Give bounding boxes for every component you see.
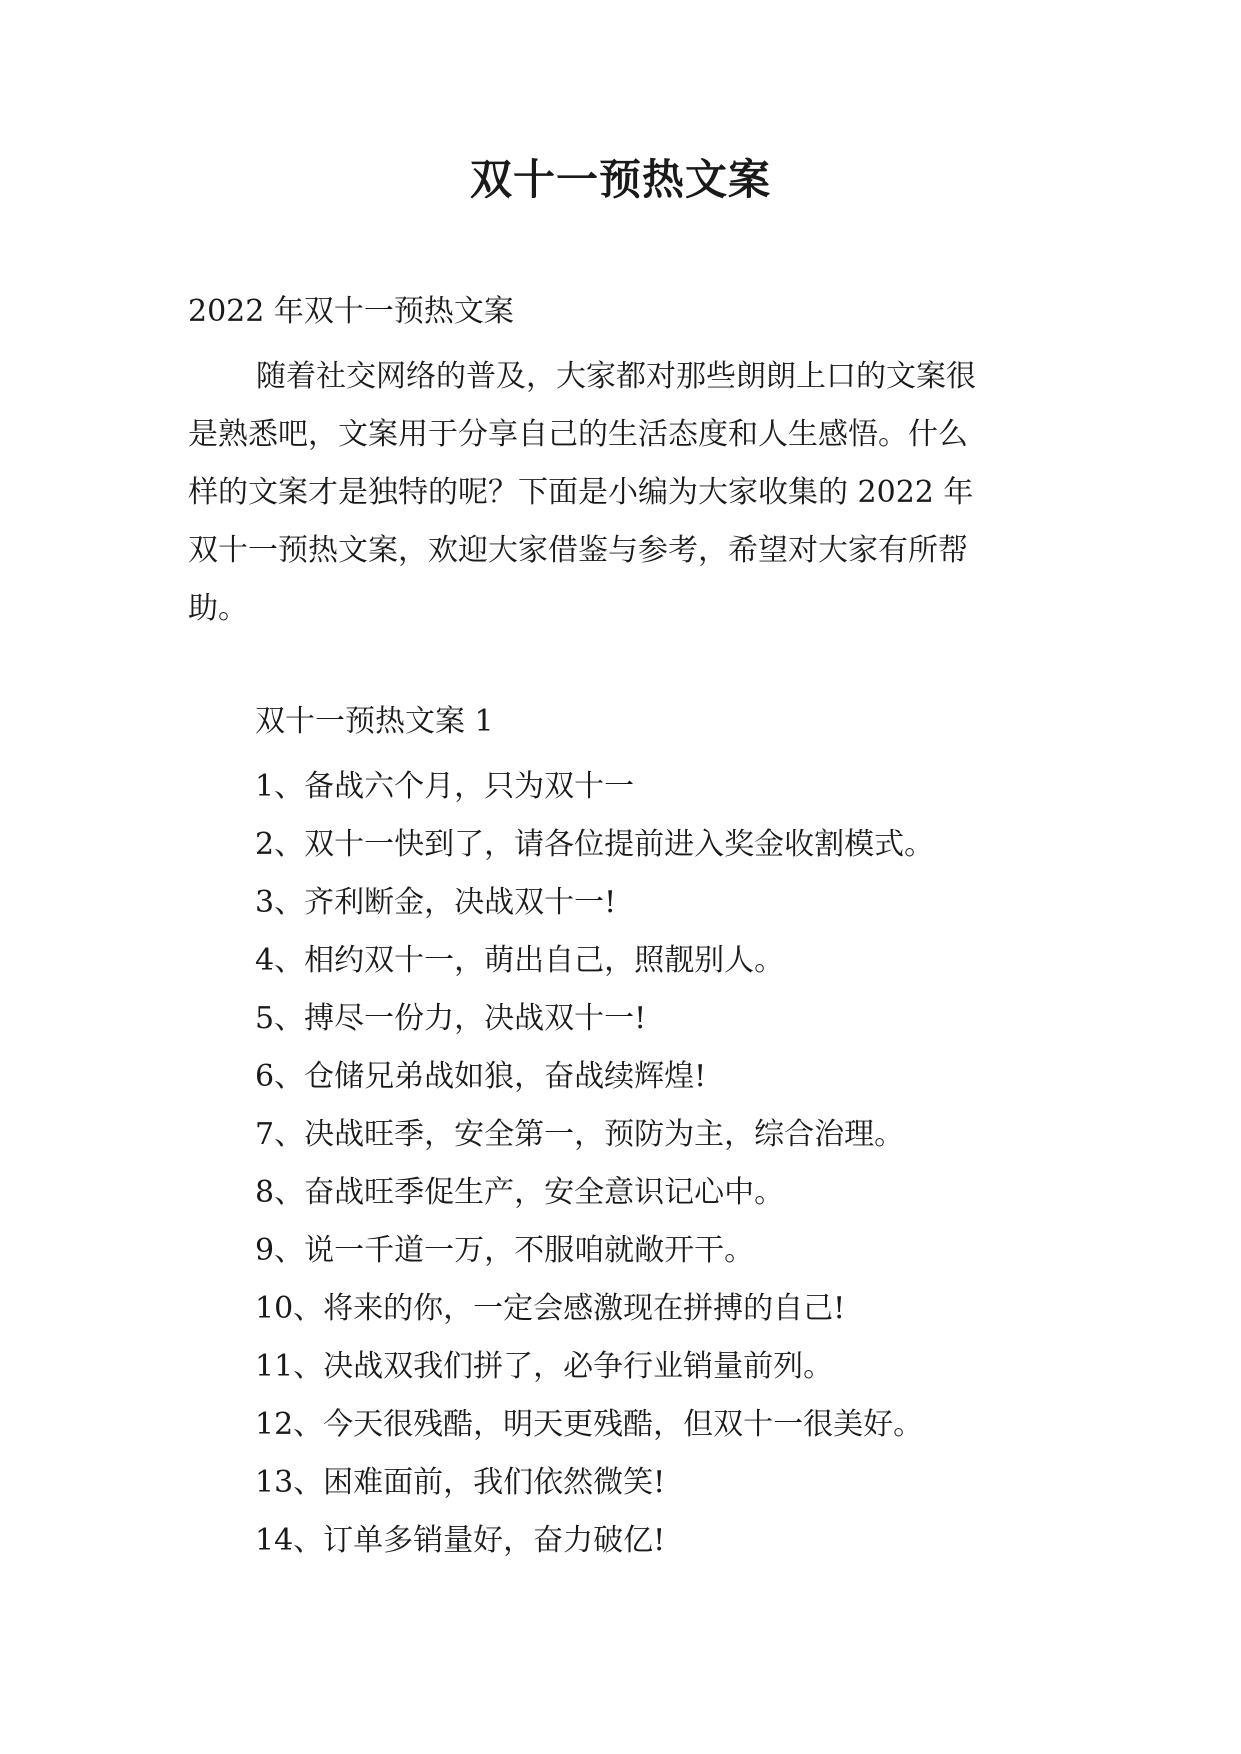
list-item: 3、齐利断金，决战双十一! <box>255 885 617 920</box>
list-item: 7、决战旺季，安全第一，预防为主，综合治理。 <box>255 1117 905 1152</box>
list-item: 8、奋战旺季促生产，安全意识记心中。 <box>255 1175 785 1210</box>
intro-line: 双十一预热文案，欢迎大家借鉴与参考，希望对大家有所帮 <box>188 533 968 568</box>
document-subtitle: 2022 年双十一预热文案 <box>188 294 514 329</box>
slogan-list <box>255 758 934 1570</box>
intro-line: 样的文案才是独特的呢？下面是小编为大家收集的 2022 年 <box>188 475 974 510</box>
list-item: 5、搏尽一份力，决战双十一! <box>255 1001 647 1036</box>
intro-paragraph <box>188 348 1058 638</box>
list-item: 9、说一千道一万，不服咱就敞开干。 <box>255 1233 755 1268</box>
intro-line: 是熟悉吧，文案用于分享自己的生活态度和人生感悟。什么 <box>188 417 968 452</box>
intro-line: 随着社交网络的普及，大家都对那些朗朗上口的文案很 <box>256 359 976 394</box>
list-item: 13、困难面前，我们依然微笑! <box>255 1465 666 1500</box>
list-item: 1、备战六个月，只为双十一 <box>255 769 635 804</box>
list-item: 11、决战双我们拼了，必争行业销量前列。 <box>255 1349 834 1384</box>
section-heading: 双十一预热文案 1 <box>255 704 494 739</box>
list-item: 14、订单多销量好，奋力破亿! <box>255 1523 666 1558</box>
list-item: 10、将来的你，一定会感激现在拼搏的自己! <box>255 1291 846 1326</box>
list-item: 12、今天很残酷，明天更残酷，但双十一很美好。 <box>255 1407 924 1442</box>
list-item: 6、仓储兄弟战如狼，奋战续辉煌! <box>255 1059 707 1094</box>
document-title: 双十一预热文案 <box>469 155 771 204</box>
list-item: 4、相约双十一，萌出自己，照靓别人。 <box>255 943 785 978</box>
list-item: 2、双十一快到了，请各位提前进入奖金收割模式。 <box>255 827 935 862</box>
intro-line: 助。 <box>188 591 248 626</box>
